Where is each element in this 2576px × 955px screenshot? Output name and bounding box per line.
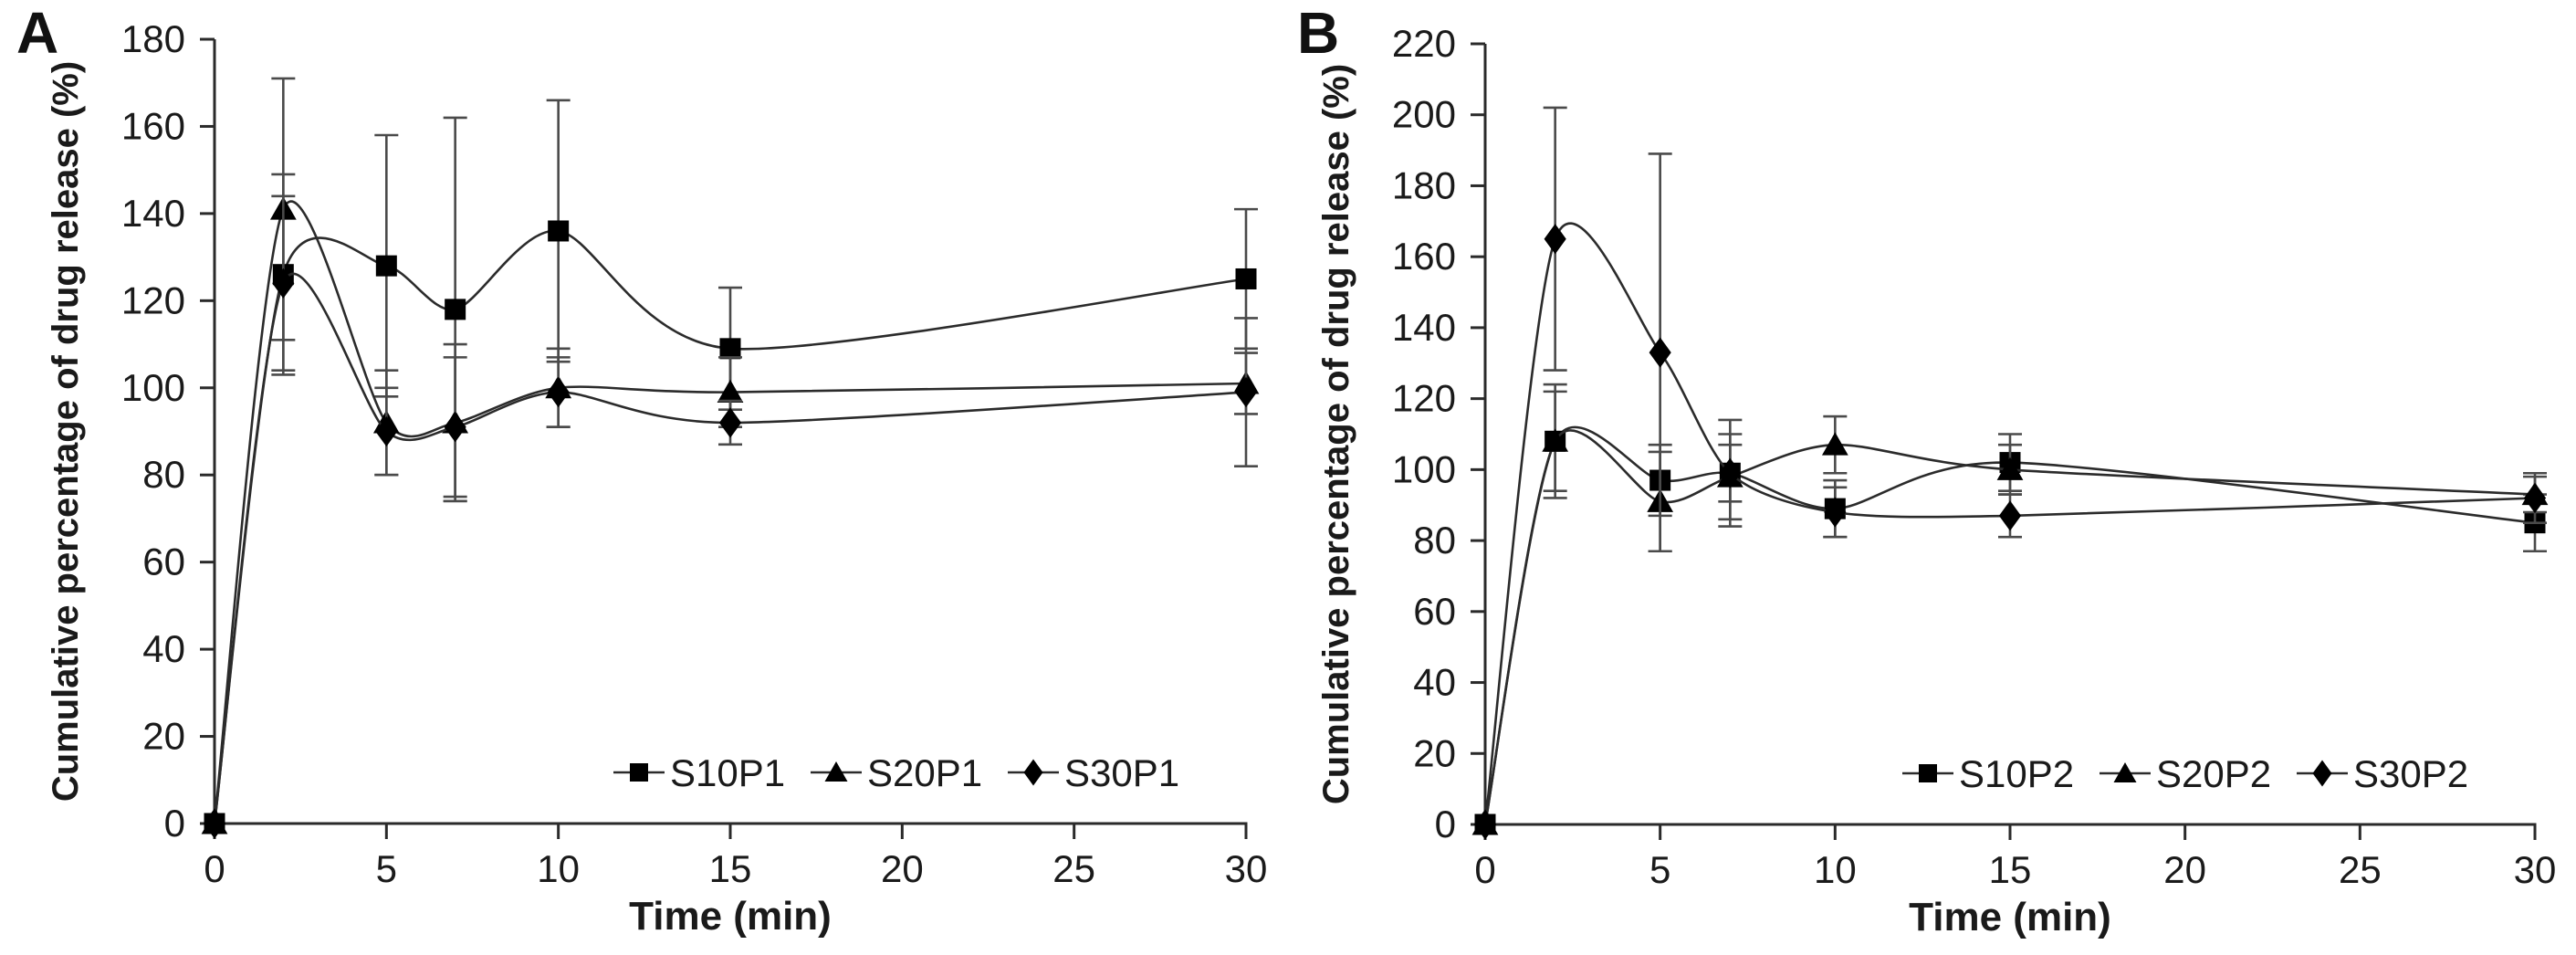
series-S30P1-errorbars bbox=[271, 196, 1258, 497]
diamond-marker bbox=[1545, 224, 1566, 254]
x-tick-label: 5 bbox=[1649, 848, 1671, 891]
panel-b bbox=[1316, 22, 2556, 939]
y-tick-label: 220 bbox=[1391, 22, 1456, 65]
diamond-marker bbox=[1235, 377, 1257, 407]
diamond-marker bbox=[548, 377, 570, 407]
legend-label: S30P1 bbox=[1064, 751, 1180, 794]
x-tick-label: 20 bbox=[2163, 848, 2207, 891]
y-tick-label: 180 bbox=[1391, 163, 1456, 207]
square-marker bbox=[1236, 268, 1257, 289]
y-axis-title: Cumulative percentage of drug release (%) bbox=[1316, 63, 1356, 805]
legend-label: S20P2 bbox=[2156, 752, 2272, 795]
x-tick-label: 5 bbox=[375, 847, 398, 890]
axes bbox=[1471, 44, 2537, 840]
x-tick-label: 0 bbox=[204, 847, 225, 890]
x-tick-label: 0 bbox=[1474, 848, 1496, 891]
legend-square-marker bbox=[630, 763, 648, 782]
x-tick-label: 20 bbox=[880, 847, 924, 890]
x-axis-title: Time (min) bbox=[629, 894, 832, 939]
x-tick-label: 30 bbox=[1224, 847, 1268, 890]
diamond-marker bbox=[2524, 483, 2546, 513]
diamond-marker bbox=[1474, 809, 1496, 839]
legend bbox=[1902, 752, 2468, 795]
x-tick-label: 10 bbox=[537, 847, 581, 890]
y-tick-label: 120 bbox=[1391, 376, 1456, 420]
y-tick-label: 140 bbox=[1391, 305, 1456, 349]
x-tick-label: 15 bbox=[708, 847, 752, 890]
legend-item-S10P1 bbox=[613, 751, 785, 794]
y-tick-label: 0 bbox=[163, 802, 185, 845]
triangle-marker bbox=[1822, 432, 1848, 455]
axes bbox=[200, 39, 1248, 839]
legend-label: S10P1 bbox=[670, 751, 786, 794]
y-tick-label: 40 bbox=[1413, 660, 1456, 704]
y-tick-label: 40 bbox=[142, 627, 185, 671]
legend-label: S10P2 bbox=[1959, 752, 2075, 795]
y-tick-label: 200 bbox=[1391, 92, 1456, 136]
y-tick-label: 180 bbox=[120, 17, 185, 60]
series-S30P2-errorbars bbox=[1544, 108, 2547, 551]
x-tick-label: 25 bbox=[2338, 848, 2382, 891]
y-tick-label: 0 bbox=[1434, 803, 1456, 845]
legend-label: S30P2 bbox=[2353, 752, 2469, 795]
y-tick-label: 20 bbox=[1413, 731, 1456, 775]
diamond-marker bbox=[204, 808, 225, 838]
legend-diamond-marker bbox=[2313, 761, 2332, 787]
legend bbox=[613, 751, 1179, 794]
diamond-marker bbox=[1999, 500, 2021, 530]
square-marker bbox=[445, 299, 466, 320]
series-S20P1 bbox=[202, 79, 1260, 834]
square-marker bbox=[720, 338, 741, 359]
square-marker bbox=[376, 256, 397, 277]
legend-item-S20P2 bbox=[2100, 752, 2271, 795]
y-tick-label: 160 bbox=[120, 104, 185, 148]
x-tick-label: 15 bbox=[1988, 848, 2032, 891]
legend-item-S10P2 bbox=[1902, 752, 2074, 795]
panel-a bbox=[46, 17, 1267, 939]
legend-item-S30P2 bbox=[2297, 752, 2468, 795]
legend-square-marker bbox=[1919, 764, 1937, 782]
legend-item-S20P1 bbox=[811, 751, 982, 794]
y-tick-label: 160 bbox=[1391, 235, 1456, 278]
x-tick-label: 25 bbox=[1052, 847, 1096, 890]
y-tick-label: 80 bbox=[142, 453, 185, 497]
y-tick-label: 100 bbox=[1391, 447, 1456, 491]
y-tick-label: 60 bbox=[142, 540, 185, 583]
series-S10P2-errorbars bbox=[1544, 384, 2547, 551]
x-tick-label: 30 bbox=[2513, 848, 2557, 891]
diamond-marker bbox=[445, 412, 466, 442]
y-tick-label: 80 bbox=[1413, 519, 1456, 562]
legend-diamond-marker bbox=[1024, 760, 1043, 786]
y-tick-label: 120 bbox=[120, 278, 185, 322]
x-tick-label: 10 bbox=[1813, 848, 1857, 891]
y-tick-label: 20 bbox=[142, 714, 185, 758]
y-tick-label: 140 bbox=[120, 191, 185, 235]
y-axis-title: Cumulative percentage of drug release (%) bbox=[46, 60, 86, 803]
diamond-marker bbox=[719, 407, 741, 437]
legend-label: S20P1 bbox=[867, 751, 983, 794]
y-tick-label: 60 bbox=[1413, 589, 1456, 633]
panel-a-label: A bbox=[16, 0, 59, 66]
y-tick-label: 100 bbox=[120, 365, 185, 409]
square-marker bbox=[548, 220, 569, 241]
x-axis-title: Time (min) bbox=[1909, 895, 2111, 939]
legend-item-S30P1 bbox=[1008, 751, 1179, 794]
panel-b-label: B bbox=[1297, 0, 1340, 66]
series-S10P1 bbox=[204, 100, 1259, 834]
